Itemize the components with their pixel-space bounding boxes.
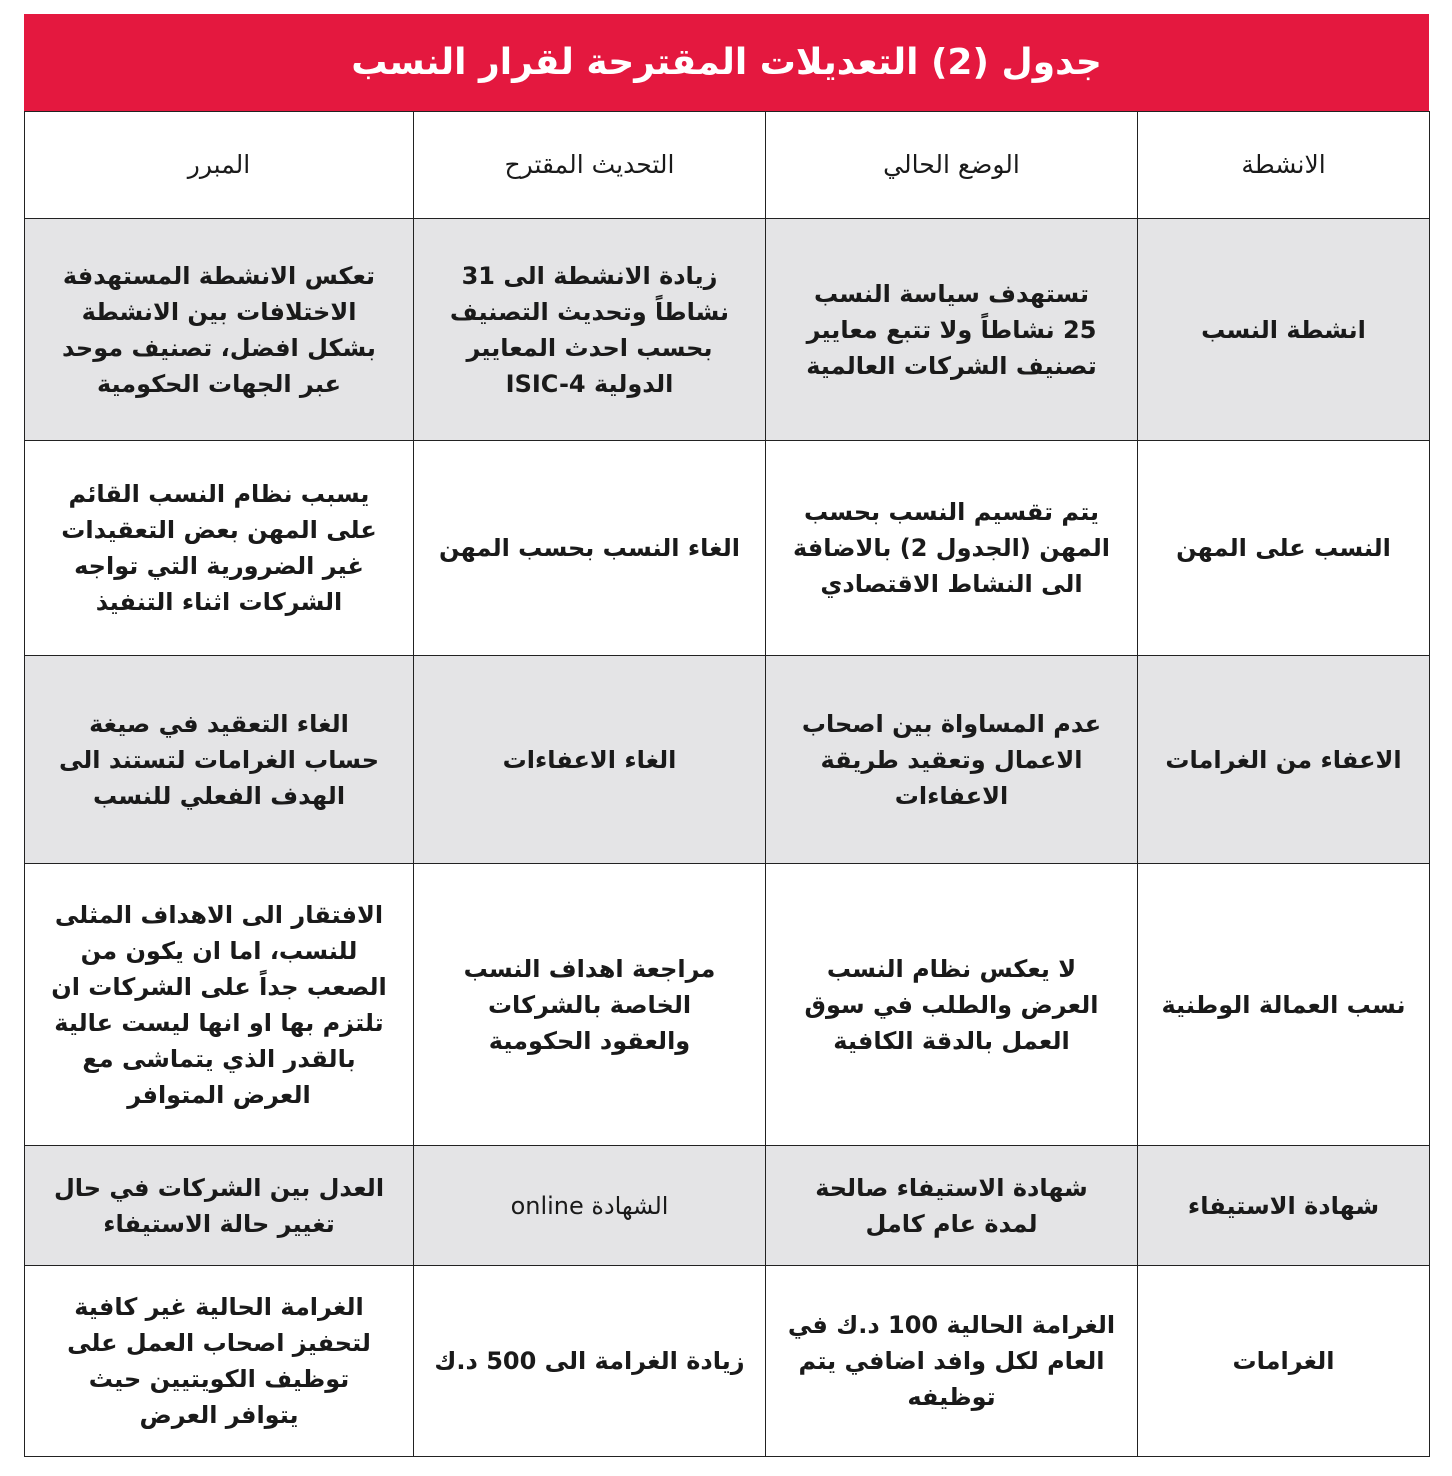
proposed-cell: الغاء النسب بحسب المهن: [414, 441, 766, 656]
activity-cell: الاعفاء من الغرامات: [1138, 656, 1430, 864]
justification-cell: الافتقار الى الاهداف المثلى للنسب، اما ان يكون من الصعب جداً على الشركات ان تلتزم بها او انها ليست عالية بالقدر الذي يتماشى مع العرض المتوافر: [25, 864, 414, 1146]
justification-cell: الغاء التعقيد في صيغة حساب الغرامات لتستند الى الهدف الفعلي للنسب: [25, 656, 414, 864]
activity-cell: شهادة الاستيفاء: [1138, 1146, 1430, 1266]
table-row: [25, 1146, 1430, 1266]
activity-cell: النسب على المهن: [1138, 441, 1430, 656]
current-cell: عدم المساواة بين اصحاب الاعمال وتعقيد طريقة الاعفاءات: [766, 656, 1138, 864]
justification-cell: العدل بين الشركات في حال تغيير حالة الاستيفاء: [25, 1146, 414, 1266]
table-row: [25, 864, 1430, 1146]
current-cell: لا يعكس نظام النسب العرض والطلب في سوق العمل بالدقة الكافية: [766, 864, 1138, 1146]
table-row: [25, 656, 1430, 864]
table-title: جدول (2) التعديلات المقترحة لقرار النسب: [24, 14, 1429, 111]
current-cell: تستهدف سياسة النسب 25 نشاطاً ولا تتبع معايير تصنيف الشركات العالمية: [766, 219, 1138, 441]
proposed-cell: مراجعة اهداف النسب الخاصة بالشركات والعقود الحكومية: [414, 864, 766, 1146]
header-row: [25, 112, 1430, 219]
header-current-status: الوضع الحالي: [766, 112, 1138, 219]
justification-cell: تعكس الانشطة المستهدفة الاختلافات بين الانشطة بشكل افضل، تصنيف موحد عبر الجهات الحكومية: [25, 219, 414, 441]
current-cell: يتم تقسيم النسب بحسب المهن (الجدول 2) بالاضافة الى النشاط الاقتصادي: [766, 441, 1138, 656]
activity-cell: نسب العمالة الوطنية: [1138, 864, 1430, 1146]
activity-cell: انشطة النسب: [1138, 219, 1430, 441]
current-cell: شهادة الاستيفاء صالحة لمدة عام كامل: [766, 1146, 1138, 1266]
current-cell: الغرامة الحالية 100 د.ك في العام لكل وافد اضافي يتم توظيفه: [766, 1266, 1138, 1457]
proposed-cell: الغاء الاعفاءات: [414, 656, 766, 864]
header-proposed-update: التحديث المقترح: [414, 112, 766, 219]
justification-cell: الغرامة الحالية غير كافية لتحفيز اصحاب العمل على توظيف الكويتيين حيث يتوافر العرض: [25, 1266, 414, 1457]
header-activities: الانشطة: [1138, 112, 1430, 219]
table-row: [25, 441, 1430, 656]
proposed-cell: زيادة الانشطة الى 31 نشاطاً وتحديث التصنيف بحسب احدث المعايير الدولية ISIC-4: [414, 219, 766, 441]
activity-cell: الغرامات: [1138, 1266, 1430, 1457]
table-frame: [24, 14, 1429, 1457]
justification-cell: يسبب نظام النسب القائم على المهن بعض التعقيدات غير الضرورية التي تواجه الشركات اثناء التنفيذ: [25, 441, 414, 656]
table-row: [25, 219, 1430, 441]
amendments-table: [24, 111, 1430, 1457]
proposed-cell: زيادة الغرامة الى 500 د.ك: [414, 1266, 766, 1457]
table-row: [25, 1266, 1430, 1457]
proposed-cell: الشهادة online: [414, 1146, 766, 1266]
header-justification: المبرر: [25, 112, 414, 219]
